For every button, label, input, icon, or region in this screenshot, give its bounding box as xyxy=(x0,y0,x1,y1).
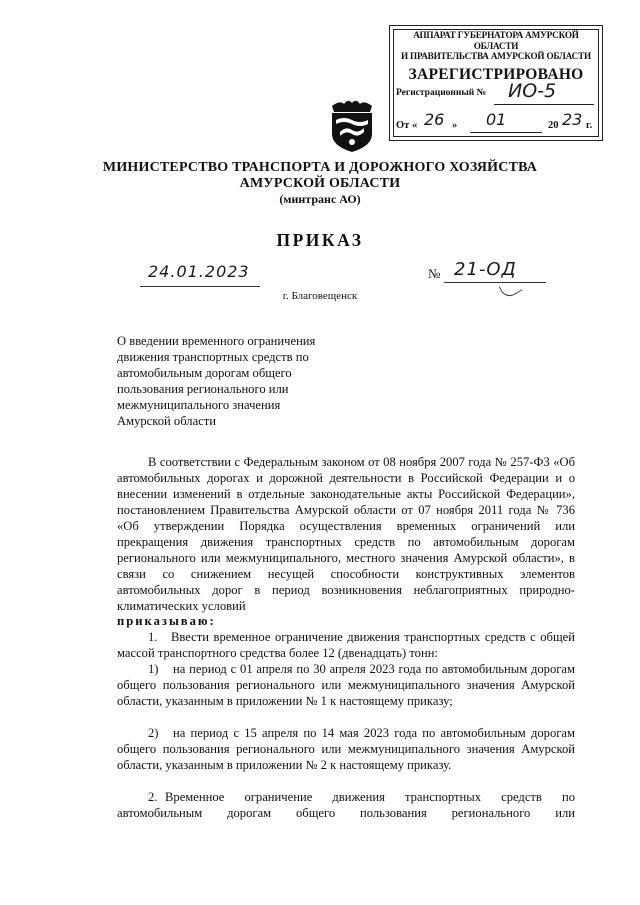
document-type: ПРИКАЗ xyxy=(276,230,364,250)
ministry-name: МИНИСТЕРСТВО ТРАНСПОРТА И ДОРОЖНОГО ХОЗЯЙСТВА xyxy=(102,160,538,175)
item-1-text: Ввести временное ограничение движения транспортных средств с общей массой транспортного средства более 12 (двенадцать) тонн: xyxy=(117,630,575,660)
stamp-reg-number: ИО-5 xyxy=(508,80,557,102)
stamp-date-day: 26 xyxy=(424,110,445,129)
stamp-org-line1: АППАРАТ ГУБЕРНАТОРА АМУРСКОЙ ОБЛАСТИ xyxy=(413,30,579,51)
stamp-date-mid: » xyxy=(452,120,458,131)
item-1 xyxy=(117,629,575,661)
subject-line: межмуниципального значения xyxy=(117,398,281,412)
order-subject xyxy=(117,333,377,429)
amur-coat-of-arms-icon xyxy=(326,98,378,154)
item-2-number: 2. xyxy=(148,790,158,804)
date-underline xyxy=(140,286,260,287)
stamp-date-suffix: г. xyxy=(586,120,593,131)
stamp-organization xyxy=(390,30,602,62)
preamble-paragraph: В соответствии с Федеральным законом от 08 ноября 2007 года № 257-ФЗ «Об автомобильных дорогах и дорожной деятельности в Российской Федерации и о внесении изменений в отдельные законодательные акты Российской Федерации», постановлением Правительства Амурской области от 07 ноября 2011 года № 736 «Об утверждении Порядка осуществления временных ограничений или прекращения движения транспортных средств по автомобильным дорогам регионального или межмуниципального, местного значения Амурской области», в связи со снижением несущей способности конструктивных элементов автомобильных дорог в период возникновения неблагоприятных природно-климатических условий xyxy=(117,455,575,613)
order-number: 21-ОД xyxy=(454,259,517,280)
region-name: АМУРСКОЙ ОБЛАСТИ xyxy=(239,176,401,191)
stamp-reg-underline xyxy=(494,104,594,105)
stamp-reg-label: Регистрационный № xyxy=(396,88,487,98)
item-2 xyxy=(117,789,575,821)
subject-line: автомобильным дорогам общего xyxy=(117,366,292,380)
command-word: приказываю: xyxy=(117,614,216,628)
registration-stamp xyxy=(389,25,603,141)
city: г. Благовещенск xyxy=(282,290,358,302)
stamp-date-year-prefix: 20 xyxy=(548,120,559,131)
subitem-1 xyxy=(117,661,575,709)
subitem-2-number: 2) xyxy=(148,726,159,740)
order-date: 24.01.2023 xyxy=(148,262,250,281)
item-2-text: Временное ограничение движения транспортных средств по автомобильным дорогам общего пользования регионального или xyxy=(117,790,575,820)
number-underline xyxy=(444,282,546,283)
subject-line: пользования регионального или xyxy=(117,382,289,396)
subitem-1-text: на период с 01 апреля по 30 апреля 2023 года по автомобильным дорогам общего пользования регионального или межмуниципального значения Амурской области, указанным в приложении № 1 к настоящему приказу; xyxy=(117,662,575,708)
stamp-date-prefix: От « xyxy=(396,120,418,131)
stamp-date-month: 01 xyxy=(486,110,507,129)
stamp-org-line2: И ПРАВИТЕЛЬСТВА АМУРСКОЙ ОБЛАСТИ xyxy=(401,51,591,61)
stamp-month-underline xyxy=(470,132,542,133)
stamp-date-year: 23 xyxy=(562,110,583,129)
ministry-abbreviation: (минтранс АО) xyxy=(279,192,361,206)
subject-line: Амурской области xyxy=(117,414,217,428)
number-label: № xyxy=(428,266,441,281)
subitem-2-text: на период с 15 апреля по 14 мая 2023 года по автомобильным дорогам общего пользования регионального или межмуниципального значения Амурской области, указанным в приложении № 2 к настоящему приказу. xyxy=(117,726,575,772)
subitem-1-number: 1) xyxy=(148,662,159,676)
subject-line: О введении временного ограничения xyxy=(117,334,316,348)
stamp-title: ЗАРЕГИСТРИРОВАНО xyxy=(408,66,584,83)
subitem-2 xyxy=(117,725,575,773)
item-1-number: 1. xyxy=(148,630,158,644)
subject-line: движения транспортных средств по xyxy=(117,350,309,364)
